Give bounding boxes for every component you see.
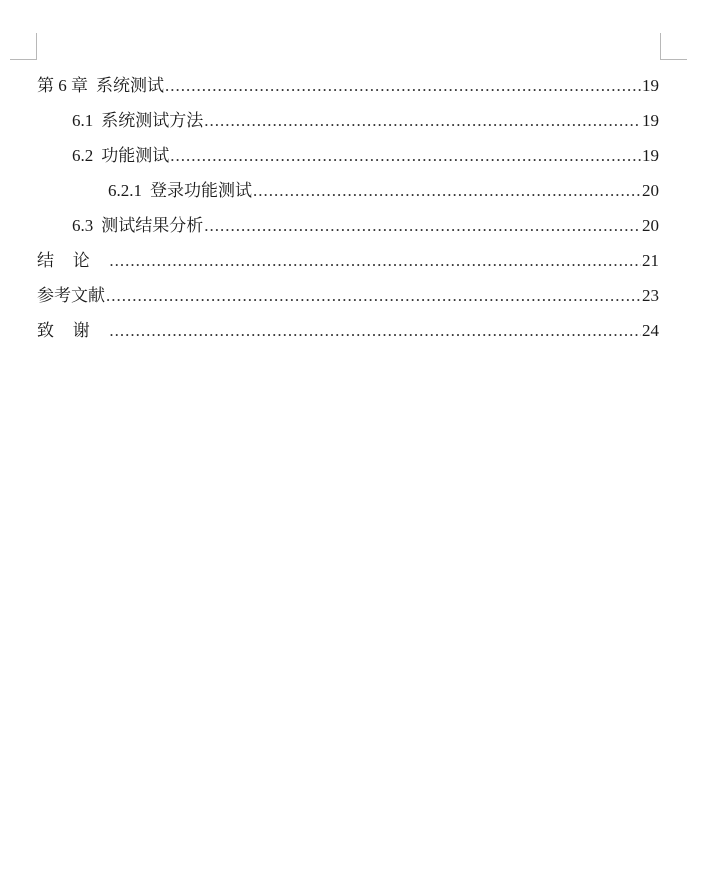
toc-dot-leader (109, 249, 641, 273)
toc-entry-references[interactable] (37, 273, 659, 308)
toc-dot-leader (165, 74, 641, 98)
toc-entry-number: 6.3 (72, 216, 94, 235)
toc-entry-label (72, 214, 203, 238)
toc-entry-label (37, 249, 108, 273)
toc-entry-page: 19 (642, 111, 659, 130)
toc-entry-acknowledgements[interactable] (37, 308, 659, 343)
toc-entry-label (108, 179, 252, 203)
toc-entry-6-3[interactable] (37, 203, 659, 238)
toc-entry-page: 21 (642, 251, 659, 270)
crop-mark-top-left (10, 33, 37, 60)
toc-dot-leader (106, 284, 641, 308)
crop-mark-top-right (660, 33, 687, 60)
toc-entry-label (72, 109, 203, 133)
toc-entry-label (37, 284, 105, 308)
toc-dot-leader (204, 109, 641, 133)
toc-entry-6-2-1[interactable] (37, 168, 659, 203)
toc-dot-leader (109, 319, 641, 343)
toc-entry-page: 19 (642, 146, 659, 165)
toc-entry-title: 功能测试 (101, 146, 170, 165)
toc-entry-title: 测试结果分析 (101, 216, 204, 235)
toc-entry-page: 24 (642, 321, 659, 340)
toc-entry-number: 6.2.1 (108, 181, 142, 200)
toc-entry-number: 6.2 (72, 146, 94, 165)
toc-entry-page: 20 (642, 216, 659, 235)
toc-entry-title: 参考文献 (37, 286, 105, 305)
toc-dot-leader (170, 144, 641, 168)
toc-entry-title: 登录功能测试 (150, 181, 252, 200)
toc-dot-leader (204, 214, 641, 238)
toc-entry-page: 19 (642, 76, 659, 95)
toc-entry-label (37, 319, 108, 343)
table-of-contents (37, 63, 659, 343)
toc-dot-leader (253, 179, 641, 203)
toc-entry-title: 系统测试方法 (101, 111, 204, 130)
toc-entry-title: 致谢 (37, 321, 109, 340)
toc-entry-6-2[interactable] (37, 133, 659, 168)
toc-entry-number: 第 6 章 (37, 76, 88, 95)
toc-entry-label (37, 74, 164, 98)
toc-entry-title: 结论 (37, 251, 109, 270)
toc-entry-title: 系统测试 (96, 76, 164, 95)
toc-entry-conclusion[interactable] (37, 238, 659, 273)
toc-entry-6-1[interactable] (37, 98, 659, 133)
toc-entry-page: 20 (642, 181, 659, 200)
toc-entry-chapter-6[interactable] (37, 63, 659, 98)
toc-entry-label (72, 144, 169, 168)
toc-entry-number: 6.1 (72, 111, 94, 130)
toc-entry-page: 23 (642, 286, 659, 305)
